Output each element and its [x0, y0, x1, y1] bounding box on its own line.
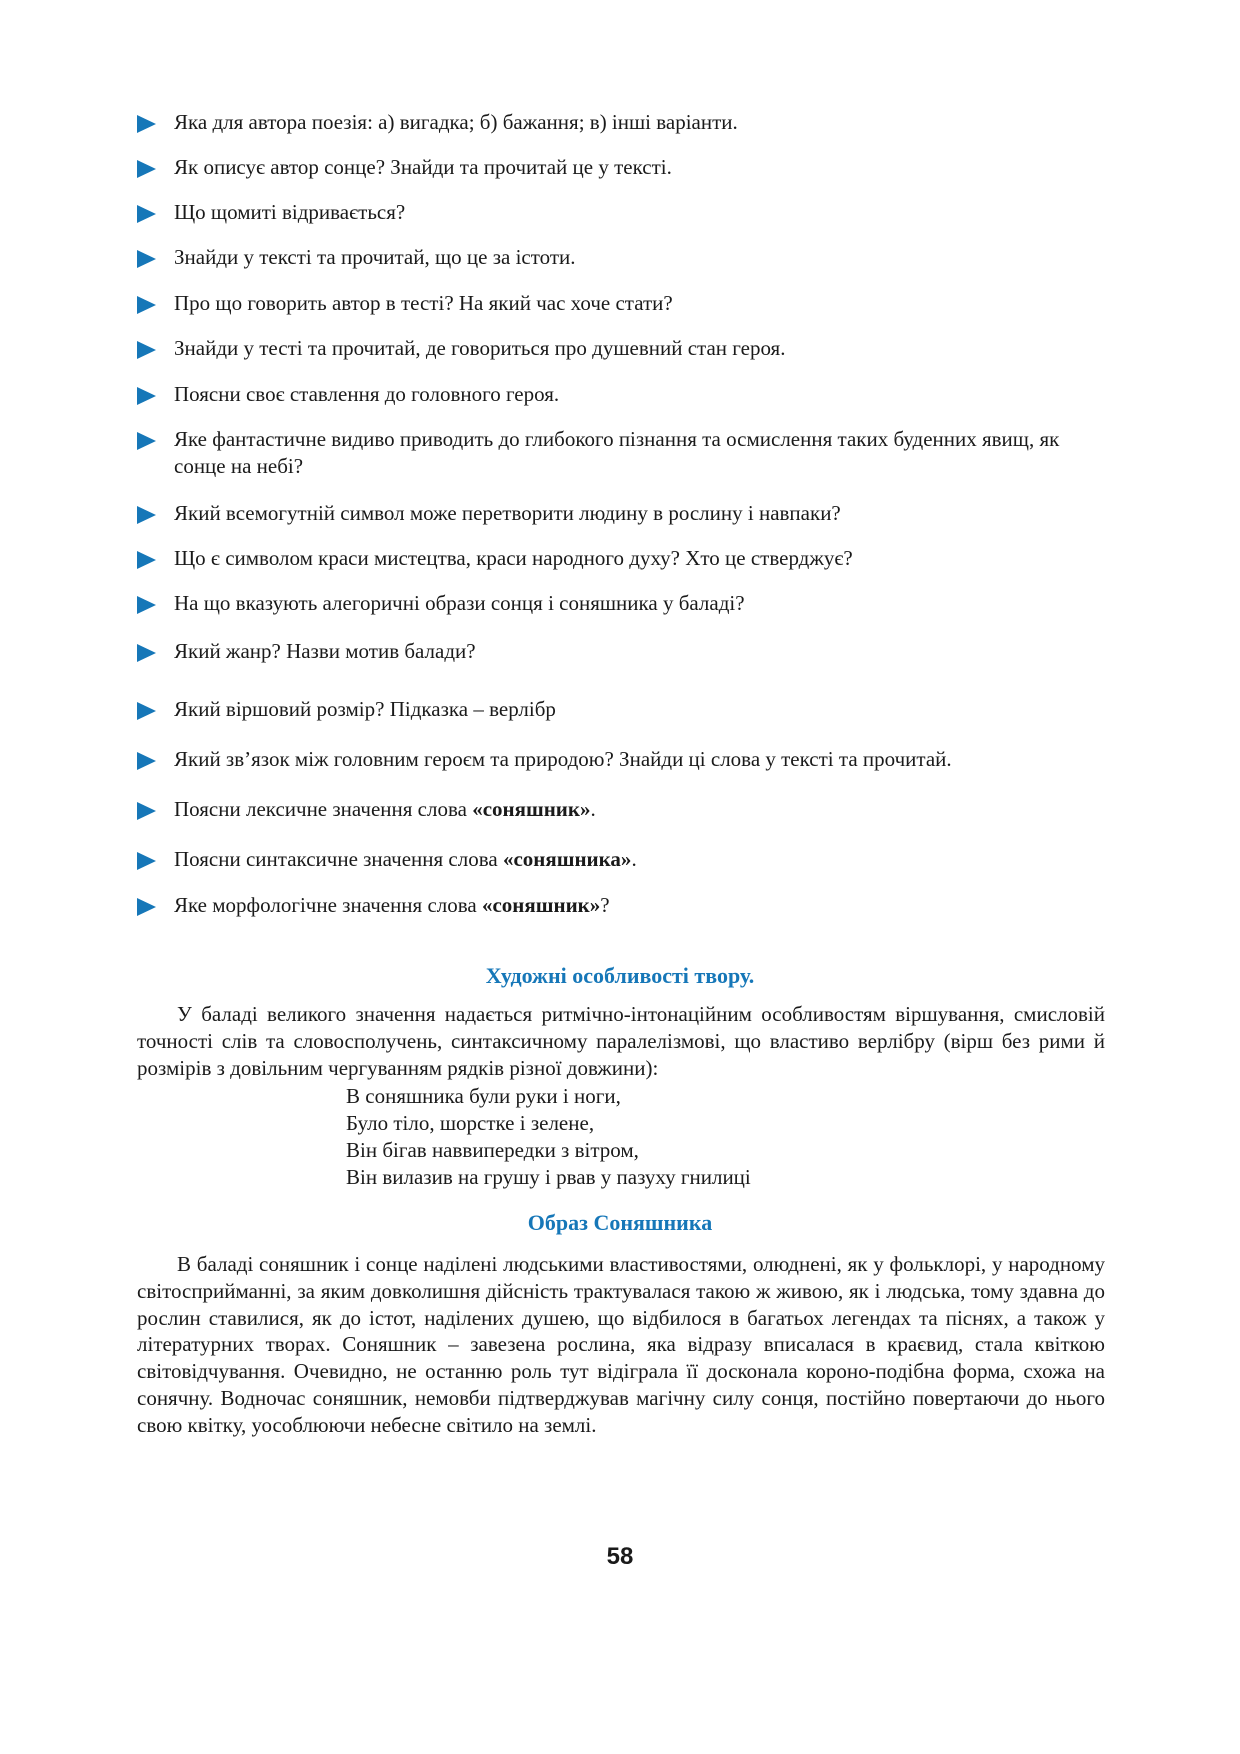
triangle-bullet-icon	[137, 115, 156, 133]
question-item	[137, 154, 1107, 181]
triangle-bullet-icon	[137, 852, 156, 870]
triangle-bullet-icon	[137, 898, 156, 916]
triangle-bullet-icon	[137, 341, 156, 359]
question-text: Який зв’язок між головним героєм та природою? Знайди ці слова у тексті та прочитай.	[174, 747, 952, 771]
question-text: Яке фантастичне видиво приводить до глибокого пізнання та осмислення таких буденних явищ, як сонце на небі?	[174, 427, 1060, 478]
question-text: Який жанр? Назви мотив балади?	[174, 639, 476, 663]
triangle-bullet-icon	[137, 702, 156, 720]
triangle-bullet-icon	[137, 432, 156, 450]
poem-line: Було тіло, шорстке і зелене,	[346, 1111, 595, 1135]
question-item	[137, 500, 1107, 527]
triangle-bullet-icon	[137, 387, 156, 405]
question-text: Про що говорить автор в тесті? На який час хоче стати?	[174, 291, 673, 315]
page-number: 58	[606, 1543, 634, 1570]
question-text: Яке морфологічне значення слова «соняшник»?	[174, 893, 610, 917]
question-text: Поясни своє ставлення до головного героя.	[174, 382, 560, 406]
question-item	[137, 545, 1107, 572]
question-text: Який віршовий розмір? Підказка – верлібр	[174, 697, 556, 721]
triangle-bullet-icon	[137, 596, 156, 614]
triangle-bullet-icon	[137, 752, 156, 770]
question-text: Поясни синтаксичне значення слова «соняшника».	[174, 847, 637, 871]
poem-line: Він вилазив на грушу і рвав у пазуху гнилиці	[346, 1165, 751, 1189]
highlighted-word: «соняшника»	[502, 847, 632, 871]
question-text: Що є символом краси мистецтва, краси народного духу? Хто це стверджує?	[174, 546, 853, 570]
poem-line: Він бігав наввипередки з вітром,	[346, 1138, 639, 1162]
section-paragraph: У баладі великого значення надається ритмічно-інтонаційним особливостям віршування, смисловій точності слів та словосполучень, синтаксичному паралелізмові, що властиво верлібру (вірш без рими й розмірів з довільним чергуванням рядків різної довжини):	[137, 1002, 1105, 1080]
question-text: Яка для автора поезія: а) вигадка; б) бажання; в) інші варіанти.	[174, 110, 738, 134]
question-text: Як описує автор сонце? Знайди та прочитай це у тексті.	[174, 155, 672, 179]
poem-line: В соняшника були руки і ноги,	[346, 1084, 621, 1108]
section-paragraph: В баладі соняшник і сонце наділені людськими властивостями, олюднені, як у фольклорі, у народному світосприйманні, за яким довколишня дійсність трактувалася такою ж живою, як і людська, тому здавна до рослин ставилися, як до істот, наділених душею, що відбилося в багатьох легендах та піснях, а також у літературних творах. Соняшник – завезена рослина, яка відразу вписалася в краєвид, стала квіткою світовідчування. Очевидно, не останню роль тут відіграла її досконала короно-подібна форма, схожа на сонячну. Водночас соняшник, немовби підтверджував магічну силу сонця, постійно повертаючи до нього свою квітку, уособлюючи небесне світило на землі.	[137, 1252, 1105, 1437]
question-text: Знайди у тесті та прочитай, де говориться про душевний стан героя.	[174, 336, 786, 360]
question-item	[137, 290, 1107, 317]
question-text: Поясни лексичне значення слова «соняшник».	[174, 797, 596, 821]
question-item	[137, 590, 1107, 617]
question-text: Який всемогутній символ може перетворити людину в рослину і навпаки?	[174, 501, 841, 525]
question-item	[137, 746, 1107, 773]
triangle-bullet-icon	[137, 296, 156, 314]
question-item	[137, 335, 1107, 362]
section-heading-artistic-features: Художні особливості твору.	[485, 963, 755, 988]
question-item	[137, 381, 1107, 408]
section-heading-sunflower-image: Образ Соняшника	[527, 1210, 713, 1235]
question-item	[137, 109, 1107, 136]
question-item	[137, 796, 1107, 823]
question-item	[137, 199, 1107, 226]
question-text: Знайди у тексті та прочитай, що це за істоти.	[174, 245, 576, 269]
question-item	[137, 846, 1107, 873]
question-item	[137, 244, 1107, 271]
question-text: На що вказують алегоричні образи сонця і соняшника у баладі?	[174, 591, 745, 615]
triangle-bullet-icon	[137, 250, 156, 268]
highlighted-word: «соняшник»	[481, 893, 601, 917]
highlighted-word: «соняшник»	[472, 797, 591, 821]
triangle-bullet-icon	[137, 205, 156, 223]
question-text: Що щомиті відривається?	[174, 200, 406, 224]
question-item	[137, 892, 1107, 919]
triangle-bullet-icon	[137, 160, 156, 178]
question-item	[137, 696, 1107, 723]
question-item	[137, 638, 1107, 665]
question-item	[137, 426, 1107, 480]
poem-quote	[346, 1083, 751, 1191]
triangle-bullet-icon	[137, 644, 156, 662]
triangle-bullet-icon	[137, 802, 156, 820]
triangle-bullet-icon	[137, 506, 156, 524]
triangle-bullet-icon	[137, 551, 156, 569]
